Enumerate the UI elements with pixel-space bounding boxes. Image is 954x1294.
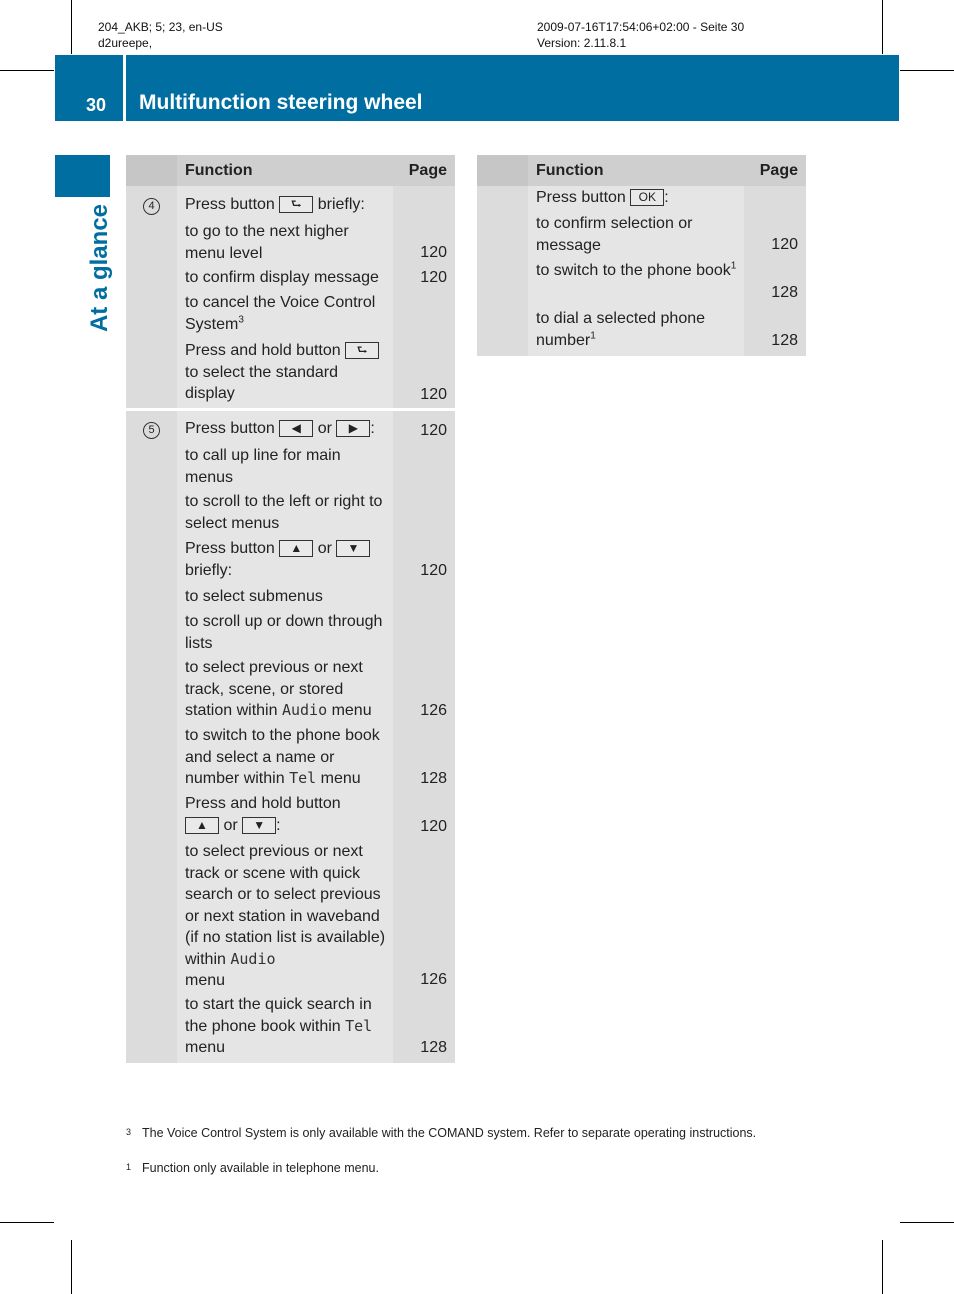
page-ref: 126 — [420, 702, 447, 719]
footnote-text: The Voice Control System is only available with the COMAND system. Refer to separate operating instructions. — [142, 1126, 757, 1140]
footnote-number: 1 — [126, 1162, 132, 1172]
page-ref: 128 — [771, 284, 798, 301]
table-row: Press button ◀ or ▶ : — [185, 420, 375, 437]
crop-mark — [71, 0, 72, 54]
page-ref: 120 — [420, 269, 447, 286]
menu-text: menu — [185, 1039, 226, 1056]
phonebook-text: to switch to the phone book — [536, 262, 731, 279]
column-header-function: Function — [185, 162, 253, 179]
list-item — [536, 308, 741, 351]
table-header-marker-col — [477, 155, 528, 186]
crop-mark — [0, 70, 54, 71]
crop-mark — [900, 1222, 954, 1223]
page-ref: 120 — [420, 422, 447, 439]
audio-menu-name: Audio — [230, 949, 276, 968]
crop-mark — [882, 0, 883, 54]
list-item: to scroll to the left or right to select menus — [185, 493, 383, 532]
crop-mark — [0, 1222, 54, 1223]
page-ref: 120 — [420, 386, 447, 403]
callout-marker-4: 4 — [143, 198, 160, 215]
tel-menu-name: Tel — [289, 769, 317, 787]
footnote — [126, 1124, 766, 1142]
header-separator — [123, 55, 126, 121]
down-arrow-key-icon: ▼ — [242, 817, 276, 834]
section-tab — [55, 155, 110, 197]
print-meta-line: d2ureepe, — [98, 36, 153, 50]
callout-marker-5: 5 — [143, 422, 160, 439]
footnote-ref: 1 — [730, 260, 737, 272]
print-meta-left — [98, 19, 223, 51]
page-ref: 120 — [420, 244, 447, 261]
column-header-function: Function — [536, 162, 604, 179]
table-header-marker-col — [126, 155, 177, 186]
page-ref: 120 — [420, 818, 447, 835]
list-item — [185, 994, 390, 1059]
hold-text: Press and hold button — [185, 795, 341, 812]
list-item — [185, 292, 390, 335]
right-arrow-key-icon: ▶ — [336, 420, 370, 437]
quick-search-text: to select previous or next track or scene with quick search or to select previous or next station in waveband (if no station list is available) within — [185, 843, 386, 968]
press-text: Press button — [536, 189, 626, 206]
page-ref: 128 — [420, 1039, 447, 1056]
print-meta-right — [537, 19, 744, 51]
ok-key-icon: OK — [630, 189, 664, 206]
crop-mark — [71, 1240, 72, 1294]
back-key-icon: ⮑ — [279, 196, 313, 213]
list-item — [185, 538, 390, 581]
qsearch-text: to start the quick search in the phone book within — [185, 996, 372, 1035]
marker-column — [126, 186, 177, 1063]
track-text: to select previous or next track, scene, or stored station within — [185, 659, 363, 719]
footnote — [126, 1159, 766, 1177]
list-item: to scroll up or down through lists — [185, 613, 383, 652]
column-header-page: Page — [759, 162, 798, 179]
list-item: to go to the next higher menu level — [185, 223, 349, 262]
up-arrow-key-icon: ▲ — [279, 540, 313, 557]
footnote-ref: 1 — [590, 330, 596, 342]
tel-menu-name: Tel — [345, 1016, 373, 1035]
list-item: to confirm display message — [185, 269, 379, 286]
up-arrow-key-icon: ▲ — [185, 817, 219, 834]
press-text: Press button — [185, 540, 275, 557]
list-item — [185, 841, 390, 992]
hold-text: Press and hold button — [185, 342, 341, 359]
list-item — [185, 657, 390, 722]
menu-text: menu — [331, 702, 372, 719]
back-key-icon: ⮑ — [345, 342, 379, 359]
marker-column — [477, 186, 528, 356]
table-row: Press button OK : — [536, 189, 669, 206]
list-item: to select submenus — [185, 588, 323, 605]
list-item — [185, 725, 390, 790]
press-text: Press button — [185, 420, 275, 437]
list-item — [536, 260, 741, 282]
briefly-text: briefly: — [185, 561, 233, 579]
dial-text: to dial a selected phone number — [536, 310, 706, 349]
list-item: to call up line for main menus — [185, 447, 341, 486]
print-meta-line: 2009-07-16T17:54:06+02:00 - Seite 30 — [537, 20, 745, 34]
page-ref: 120 — [771, 236, 798, 253]
phonebook-text: to switch to the phone book and select a name or number within — [185, 727, 380, 787]
print-meta-line: 204_AKB; 5; 23, en-US — [98, 20, 223, 34]
cancel-voice-text: to cancel the Voice Control System — [185, 294, 376, 333]
or-text: or — [223, 816, 238, 834]
page-ref: 120 — [420, 562, 447, 579]
footnote-number: 3 — [126, 1127, 132, 1137]
or-text: or — [317, 540, 332, 557]
list-item — [185, 340, 390, 405]
table-row — [185, 194, 390, 216]
menu-text: menu — [185, 972, 226, 989]
list-item: to confirm selection or message — [536, 215, 693, 254]
down-arrow-key-icon: ▼ — [336, 540, 370, 557]
left-arrow-key-icon: ◀ — [279, 420, 313, 437]
page-number: 30 — [86, 95, 107, 115]
column-header-page: Page — [408, 162, 447, 179]
standard-display-text: to select the standard display — [185, 363, 338, 402]
footnote-ref: 3 — [238, 314, 244, 326]
row-separator — [126, 408, 455, 411]
or-text: or — [317, 420, 332, 437]
audio-menu-name: Audio — [281, 701, 328, 719]
press-text: Press button — [185, 196, 275, 213]
page-ref: 128 — [771, 332, 798, 349]
page-ref: 126 — [420, 971, 447, 988]
page-column — [393, 186, 455, 1063]
section-label: At a glance — [86, 203, 113, 333]
footnote-text: Function only available in telephone menu. — [142, 1161, 379, 1175]
crop-mark — [882, 1240, 883, 1294]
menu-text: menu — [320, 770, 361, 787]
print-meta-line: Version: 2.11.8.1 — [537, 36, 627, 50]
list-item: Press and hold button ▲ or ▼ : — [185, 795, 341, 834]
page-title: Multifunction steering wheel — [139, 91, 423, 114]
crop-mark — [900, 70, 954, 71]
page-ref: 128 — [420, 770, 447, 787]
briefly-text: briefly: — [317, 196, 365, 213]
